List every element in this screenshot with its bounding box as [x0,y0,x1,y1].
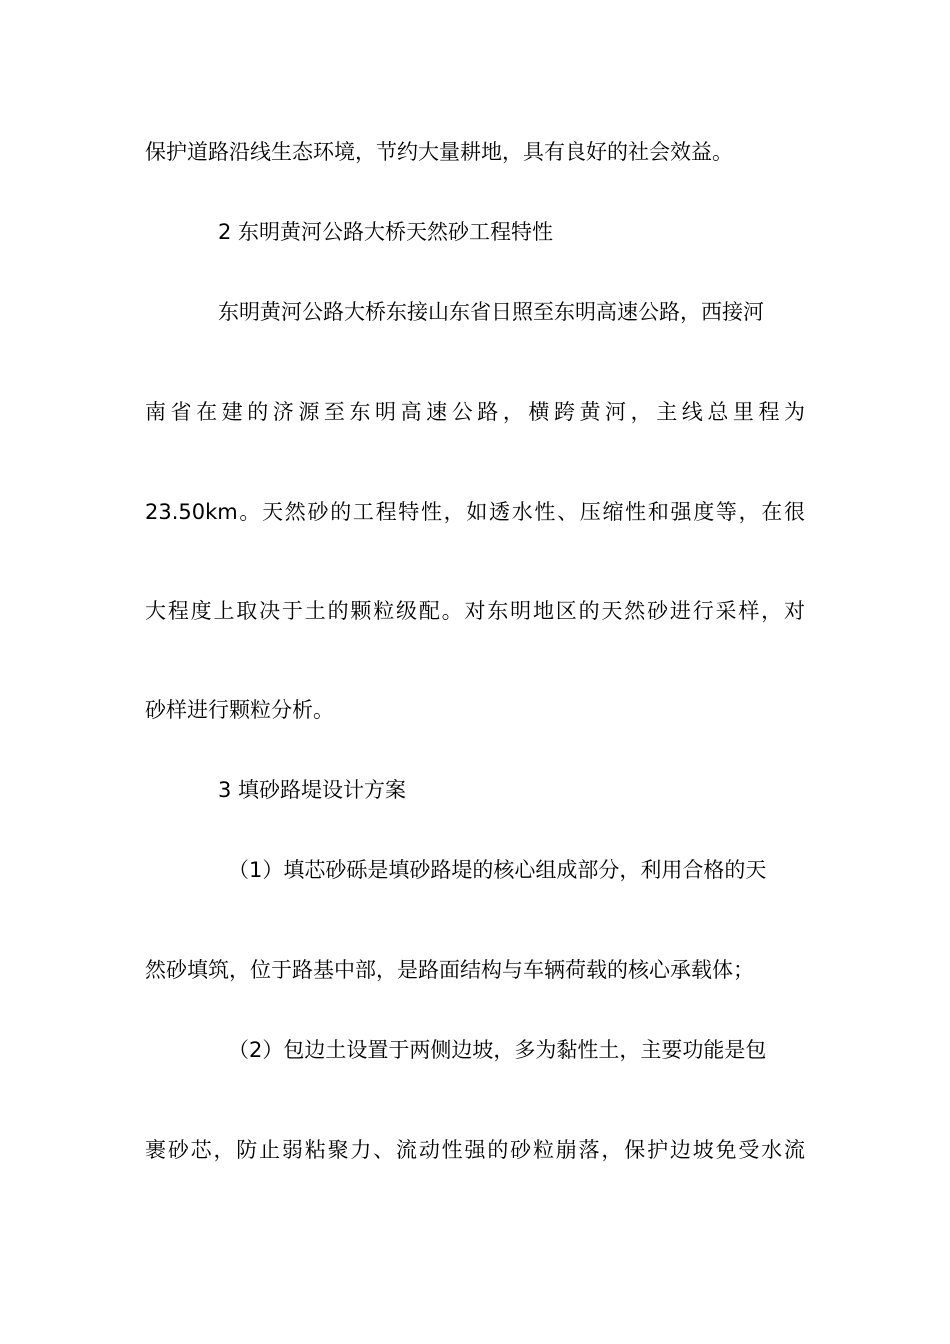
list-item-line: （2）包边土设置于两侧边坡，多为黏性土，主要功能是包 [228,1038,767,1062]
paragraph-line: 保护道路沿线生态环境，节约大量耕地，具有良好的社会效益。 [145,140,733,164]
paragraph-line: 大程度上取决于土的颗粒级配。对东明地区的天然砂进行采样，对 [145,599,805,623]
list-item-line: （1）填芯砂砾是填砂路堤的核心组成部分，利用合格的天 [228,858,767,882]
paragraph-line: 南省在建的济源至东明高速公路，横跨黄河，主线总里程为 [145,400,805,424]
paragraph-line: 23.50km。天然砂的工程特性，如透水性、压缩性和强度等，在很 [145,500,805,524]
paragraph-line: 砂样进行颗粒分析。 [145,698,334,722]
list-item-line: 然砂填筑，位于路基中部，是路面结构与车辆荷载的核心承载体； [145,958,754,982]
list-item-line: 裹砂芯，防止弱粘聚力、流动性强的砂粒崩落，保护边坡免受水流 [145,1138,805,1162]
section-heading-2: 2 东明黄河公路大桥天然砂工程特性 [218,220,554,244]
section-heading-3: 3 填砂路堤设计方案 [218,778,407,802]
paragraph-line: 东明黄河公路大桥东接山东省日照至东明高速公路，西接河 [218,300,764,324]
